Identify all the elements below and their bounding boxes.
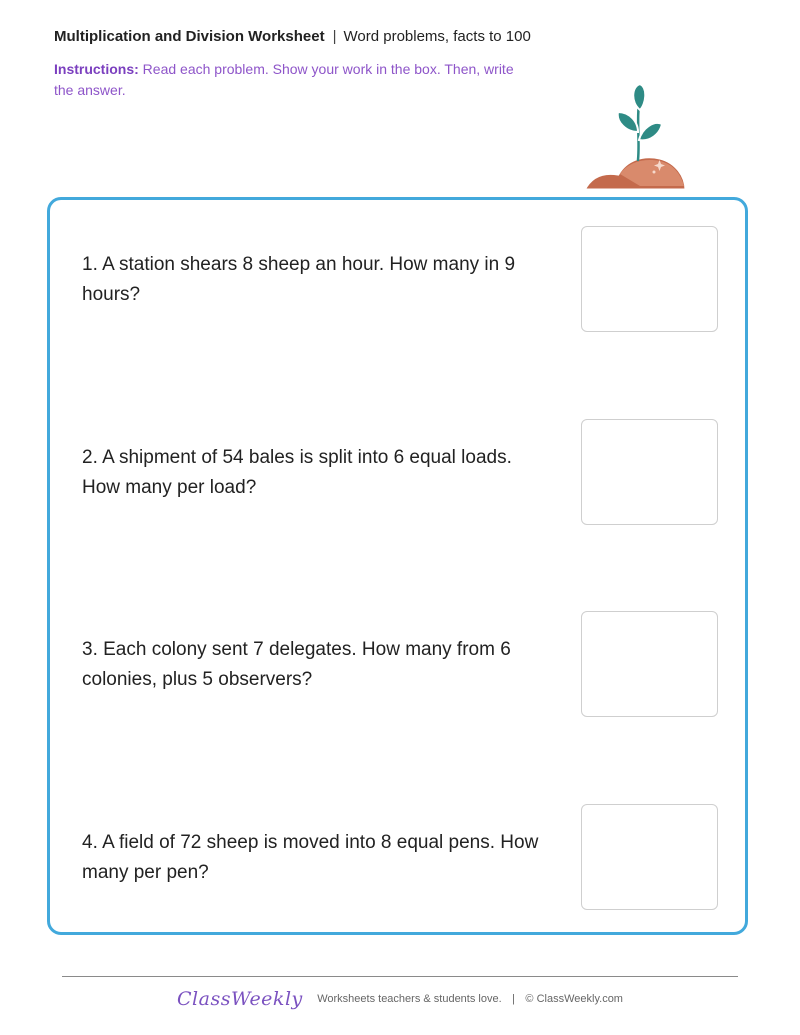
instructions-text: Read each problem. Show your work in the box. Then, write the answer.: [54, 61, 514, 98]
answer-box-4[interactable]: [581, 804, 718, 910]
worksheet-subtitle: Word problems, facts to 100: [343, 28, 531, 45]
problem-3: 3. Each colony sent 7 delegates. How many from 6 colonies, plus 5 observers?: [82, 639, 511, 690]
classweekly-logo: ClassWeekly: [177, 988, 303, 1010]
instructions: [54, 59, 534, 101]
answer-box-1[interactable]: [581, 226, 718, 332]
sprout-in-soil-icon: [580, 80, 692, 194]
footer-copyright: © ClassWeekly.com: [525, 993, 623, 1005]
footer-separator: |: [512, 993, 515, 1005]
instructions-label: Instructions:: [54, 61, 139, 77]
footer-tagline: Worksheets teachers & students love.: [317, 993, 502, 1005]
worksheet-title: Multiplication and Division Worksheet: [54, 28, 325, 45]
problem-1: 1. A station shears 8 sheep an hour. How many in 9 hours?: [82, 254, 516, 305]
footer-divider: [62, 976, 738, 977]
title-line: [54, 27, 694, 47]
answer-box-3[interactable]: [581, 611, 718, 717]
problem-2: 2. A shipment of 54 bales is split into 6 equal loads. How many per load?: [82, 447, 512, 498]
answer-box-2[interactable]: [581, 419, 718, 525]
problem-4: 4. A field of 72 sheep is moved into 8 equal pens. How many per pen?: [82, 832, 539, 883]
footer: [0, 988, 800, 1010]
problems-card: [47, 197, 748, 935]
title-separator: |: [332, 28, 337, 45]
